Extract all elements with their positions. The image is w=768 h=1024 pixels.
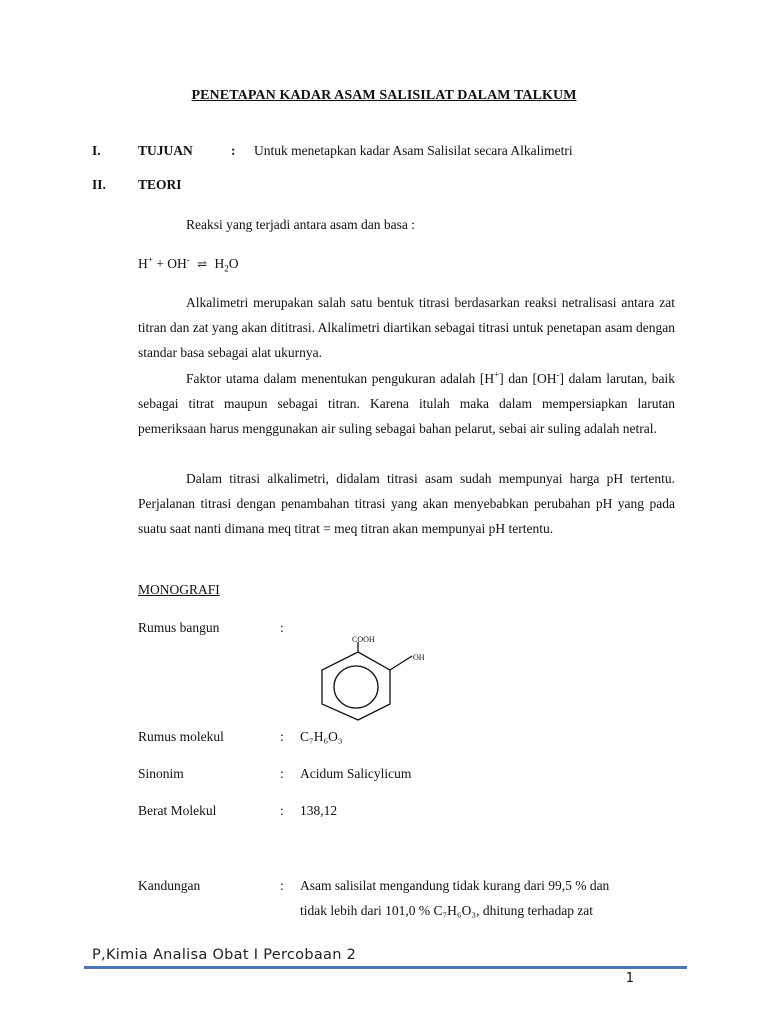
footer-title: P,Kimia Analisa Obat I Percobaan 2 xyxy=(92,947,357,963)
kandungan-line-1: Asam salisilat mengandung tidak kurang dari 99,5 % dan xyxy=(300,878,610,893)
sinonim-value: Acidum Salicylicum xyxy=(300,766,412,781)
oh-label: OH xyxy=(413,653,425,662)
aromatic-circle xyxy=(334,666,378,708)
page-number: 1 xyxy=(625,971,634,986)
kandungan-label: Kandungan xyxy=(138,878,201,893)
document-title: PENETAPAN KADAR ASAM SALISILAT DALAM TALKUM xyxy=(191,88,577,103)
section-1-number: I. xyxy=(92,143,101,158)
sinonim-label: Sinonim xyxy=(138,766,184,781)
rumus-molekul-value: C₇H₆O₃ xyxy=(300,729,343,744)
footer-rule xyxy=(84,966,687,969)
rumus-bangun-label: Rumus bangun xyxy=(138,620,220,635)
reaction-equation: H+ + OH- ⇌ $H_2O$ xyxy=(138,254,239,274)
berat-molekul-label: Berat Molekul xyxy=(138,803,217,818)
section-1-label: TUJUAN xyxy=(138,143,193,158)
equilibrium-arrow-icon: ⇌ xyxy=(197,257,208,271)
salicylic-acid-structure xyxy=(300,630,440,725)
kandungan-colon: : xyxy=(280,878,284,893)
rumus-bangun-colon: : xyxy=(280,620,284,635)
section-1-text: Untuk menetapkan kadar Asam Salisilat secara Alkalimetri xyxy=(254,143,573,158)
oh-bond xyxy=(390,656,412,670)
section-2-number: II. xyxy=(92,177,106,192)
rumus-molekul-label: Rumus molekul xyxy=(138,729,224,744)
section-1-colon: : xyxy=(231,143,236,158)
paragraph-titrasi: Dalam titrasi alkalimetri, didalam titrasi asam sudah mempunyai harga pH tertentu. Perjalanan titrasi dengan penambahan titrasi yang akan menyebabkan perubahan pH yang pada suatu saat nanti dimana meq titrat = meq titran akan mempunyai pH tertentu. xyxy=(138,471,675,536)
paragraph-alkalimetri: Alkalimetri merupakan salah satu bentuk titrasi berdasarkan reaksi netralisasi antara zat titran dan zat yang akan dititrasi. Alkalimetri diartikan sebagai titrasi untuk penetapan asam dengan standar basa sebagai alat ukurnya. xyxy=(138,295,675,360)
reaction-intro: Reaksi yang terjadi antara asam dan basa : xyxy=(186,217,416,232)
berat-molekul-value: 138,12 xyxy=(300,803,338,818)
rumus-molekul-colon: : xyxy=(280,729,284,744)
monografi-heading: MONOGRAFI xyxy=(138,582,220,597)
berat-molekul-colon: : xyxy=(280,803,284,818)
paragraph-faktor: Faktor utama dalam menentukan pengukuran adalah [H+] dan [OH-] dalam larutan, baik sebagai titrat maupun sebagai titran. Karena itulah maka dalam mempersiapkan larutan pemeriksaan harus menggunakan air suling sebagai bahan pelarut, sebai air suling adalah netral. xyxy=(138,369,675,436)
benzene-ring xyxy=(322,652,390,720)
sinonim-colon: : xyxy=(280,766,284,781)
kandungan-line-2: tidak lebih dari 101,0 % C₇H₆O₃, dhitung terhadap zat xyxy=(300,903,594,918)
section-2-label: TEORI xyxy=(138,177,182,192)
cooh-label: COOH xyxy=(352,635,375,644)
